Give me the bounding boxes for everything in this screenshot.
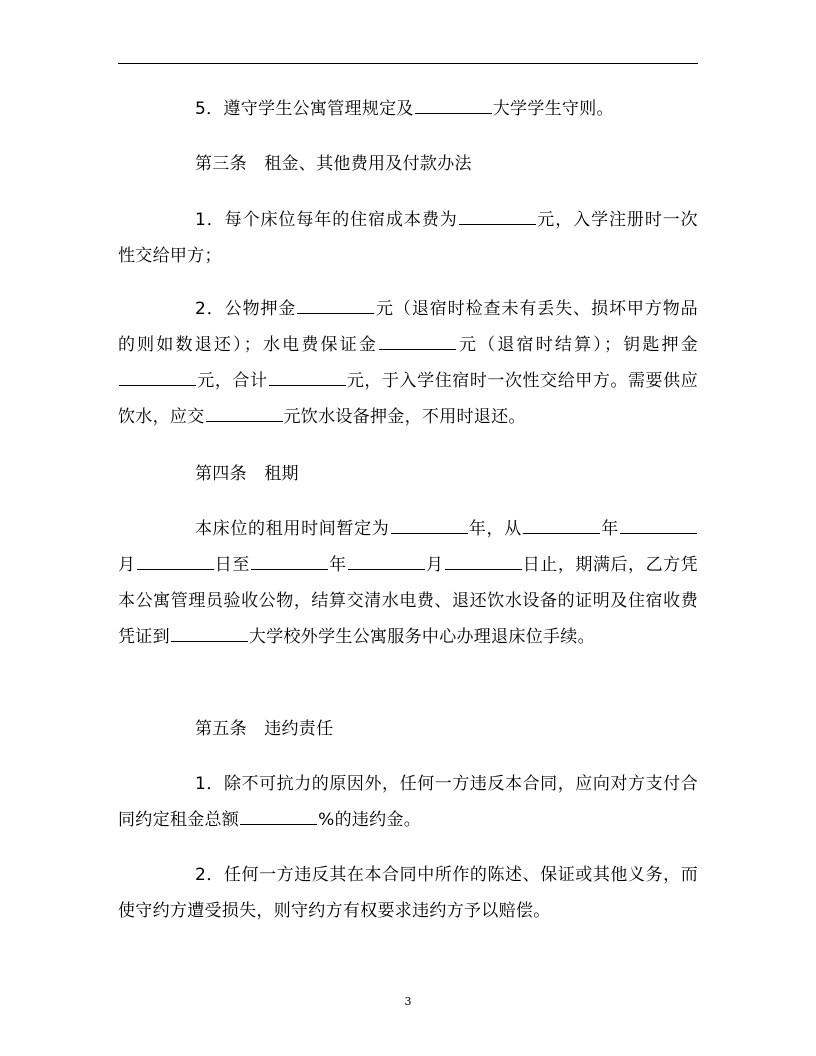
article-5-heading: 第五条 违约责任 — [195, 719, 334, 739]
text-segment: 年 — [600, 519, 619, 539]
text-segment: 月 — [118, 555, 136, 575]
article-5-clause-2: 2．任何一方违反其在本合同中所作的陈述、保证或其他义务，而使守约方遭受损失，则守约方有权要求违约方予以赔偿。 — [118, 865, 698, 921]
text-segment: 大学校外学生公寓服务中心办理退床位手续。 — [248, 627, 595, 647]
fill-in-blank — [251, 555, 328, 570]
text-segment: 元，于入学住宿时一次性交给甲方。需要供应饮水，应交 — [118, 371, 698, 427]
article-3-clause-1 — [118, 202, 698, 274]
text-segment: 元，入学注册时一次性交给甲方； — [118, 210, 698, 266]
article-5-clause-1 — [118, 766, 698, 838]
page-number: 3 — [404, 995, 412, 1008]
fill-in-blank — [348, 555, 425, 570]
article-3-clause-2 — [118, 291, 698, 435]
fill-in-blank — [620, 519, 697, 534]
fill-in-blank — [269, 371, 346, 386]
text-segment: 1．每个床位每年的住宿成本费为 — [195, 210, 458, 230]
fill-in-blank — [206, 407, 283, 422]
paragraph-item-5 — [118, 91, 698, 127]
fill-in-blank — [445, 555, 522, 570]
text-segment: 日至 — [214, 555, 250, 575]
fill-in-blank — [297, 299, 374, 314]
text-segment: 日止，期满后，乙方凭本公寓管理员验收公物，结算交清水电费、退还饮水设备的证明及住宿收费凭证到 — [118, 555, 698, 647]
article-3-heading: 第三条 租金、其他费用及付款办法 — [195, 154, 472, 174]
text-segment: 本床位的租用时间暂定为 — [195, 519, 390, 539]
text-segment: 年，从 — [468, 519, 522, 539]
fill-in-blank — [415, 99, 492, 114]
article-4-heading: 第四条 租期 — [195, 464, 299, 484]
fill-in-blank — [379, 335, 456, 350]
fill-in-blank — [240, 810, 317, 825]
fill-in-blank — [523, 519, 600, 534]
fill-in-blank — [391, 519, 468, 534]
header-rule — [118, 63, 698, 64]
text-segment: 元饮水设备押金，不用时退还。 — [283, 407, 526, 427]
text-segment: 元（退宿时检查未有丢失、损坏甲方物品的则如数退还）；水电费保证金 — [118, 299, 698, 355]
fill-in-blank — [171, 627, 248, 642]
fill-in-blank — [459, 210, 536, 225]
text-segment: 年 — [328, 555, 347, 575]
text-segment: 月 — [425, 555, 444, 575]
text-segment: 大学学生守则。 — [492, 99, 614, 119]
text-segment: %的违约金。 — [318, 810, 422, 830]
fill-in-blank — [137, 555, 214, 570]
text-segment: 元（退宿时结算）；钥匙押金 — [457, 335, 698, 355]
text-segment: 2．公物押金 — [195, 299, 297, 319]
text-segment: 元，合计 — [197, 371, 268, 391]
article-4-body — [118, 511, 698, 655]
fill-in-blank — [119, 371, 196, 386]
text-segment: 5．遵守学生公寓管理规定及 — [195, 99, 414, 119]
text-segment: 1．除不可抗力的原因外，任何一方违反本合同，应向对方支付合同约定租金总额 — [118, 774, 698, 830]
